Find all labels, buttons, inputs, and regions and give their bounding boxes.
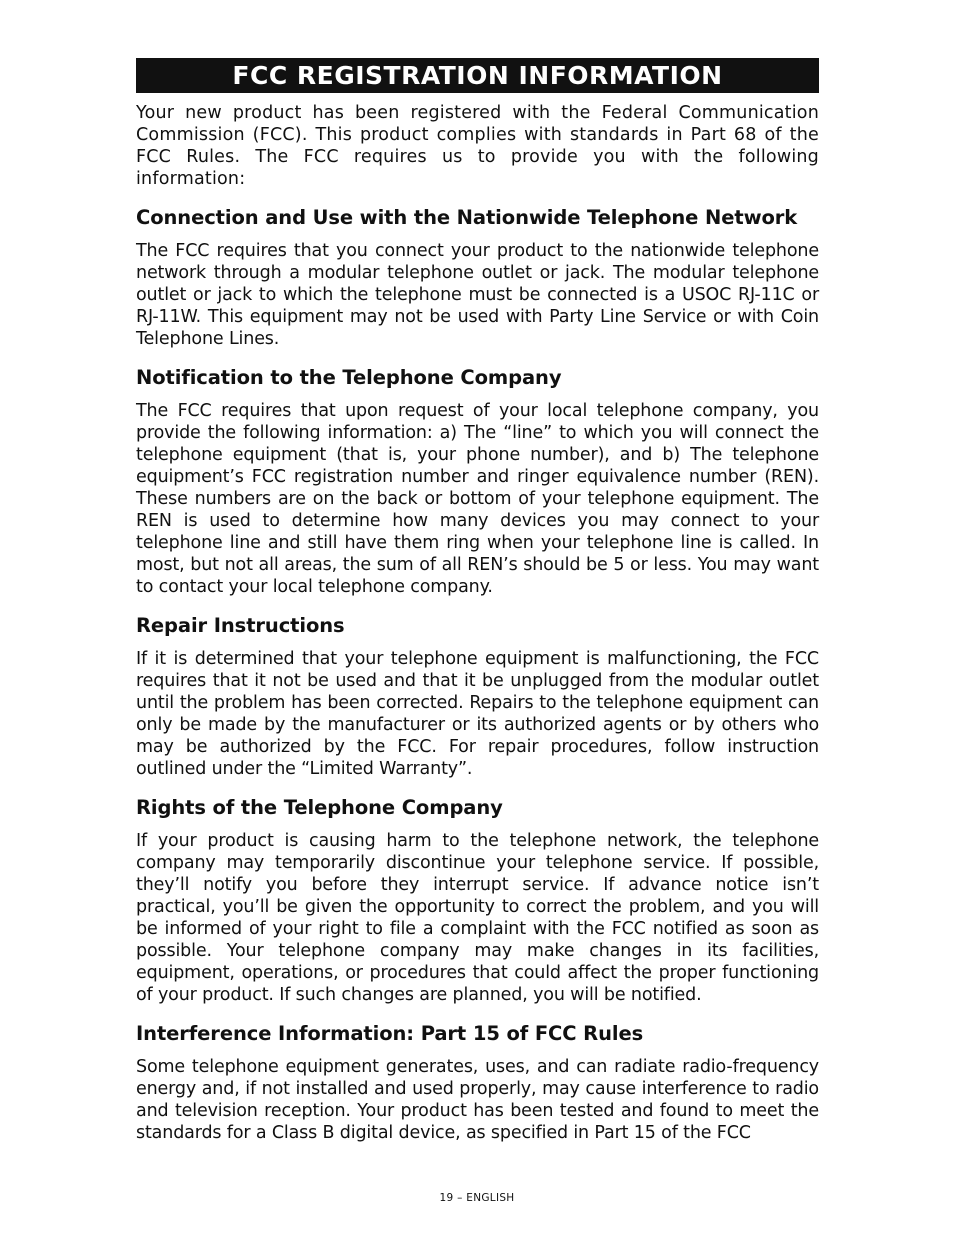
section-heading: Interference Information: Part 15 of FCC Rules [136,1022,644,1045]
section-body: If it is determined that your telephone equipment is malfunctioning, the FCC requires that it not be used and that it be unplugged from the modular outlet until the problem has been corrected. Repairs to the telephone equipment can only be made by the manufacturer or its authorized agents or by others who may be authorized by the FCC. For repair procedures, follow instruction outlined under the “Limited Warranty”. [136,649,819,779]
section-connection [136,206,819,350]
section-repair [136,614,819,780]
section-interference [136,1022,819,1144]
section-rights [136,796,819,1006]
section-heading: Notification to the Telephone Company [136,366,562,389]
document-page [136,58,819,1144]
page-title: FCC REGISTRATION INFORMATION [136,58,819,93]
intro-paragraph: Your new product has been registered with the Federal Communication Commission (FCC). This product complies with standards in Part 68 of the FCC Rules. The FCC requires us to provide you with the following information: [136,103,819,189]
section-heading: Repair Instructions [136,614,345,637]
section-heading: Rights of the Telephone Company [136,796,503,819]
section-body: The FCC requires that upon request of your local telephone company, you provide the following information: a) The “line” to which you will connect the telephone equipment (that is, your phone number), and b) The telephone equipment’s FCC registration number and ringer equivalence number (REN). These numbers are on the back or bottom of your telephone equipment. The REN is used to determine how many devices you may connect to your telephone line and still have them ring when your telephone line is called. In most, but not all areas, the sum of all REN’s should be 5 or less. You may want to contact your local telephone company. [136,401,819,597]
section-body: If your product is causing harm to the telephone network, the telephone company may temporarily discontinue your telephone service. If possible, they’ll notify you before they interrupt service. If advance notice isn’t practical, you’ll be given the opportunity to correct the problem, and you will be informed of your right to file a complaint with the FCC notified as soon as possible. Your telephone company may make changes in its facilities, equipment, operations, or procedures that could affect the proper functioning of your product. If such changes are planned, you will be notified. [136,831,819,1005]
section-heading: Connection and Use with the Nationwide Telephone Network [136,206,798,229]
section-body: Some telephone equipment generates, uses, and can radiate radio-frequency energy and, if not installed and used properly, may cause interference to radio and television reception. Your product has been tested and found to meet the standards for a Class B digital device, as specified in Part 15 of the FCC [136,1057,819,1143]
page-footer: 19 – ENGLISH [439,1192,515,1204]
section-body: The FCC requires that you connect your product to the nationwide telephone network through a modular telephone outlet or jack. The modular telephone outlet or jack to which the telephone must be connected is a USOC RJ-11C or RJ-11W. This equipment may not be used with Party Line Service or with Coin Telephone Lines. [136,241,819,349]
section-notification [136,366,819,598]
